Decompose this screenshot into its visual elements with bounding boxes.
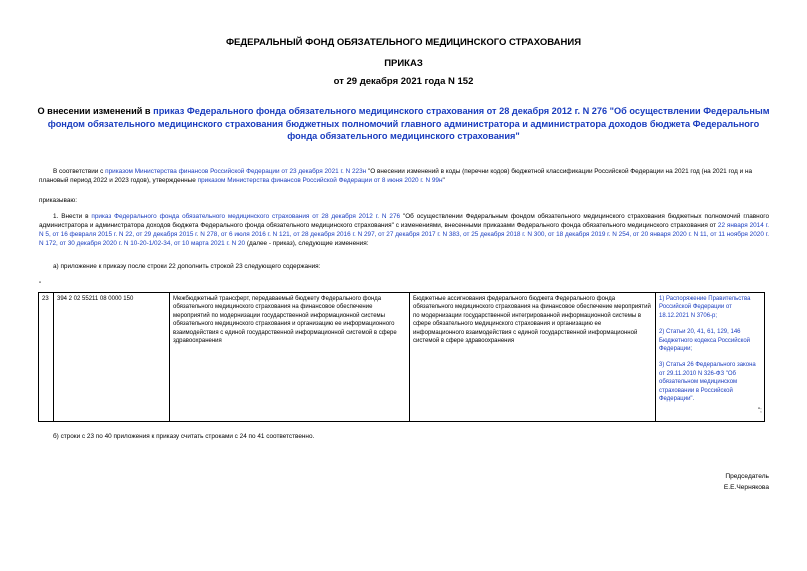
cell-budget-code: 394 2 02 55211 08 0000 150 [54, 293, 170, 422]
cell-legal-basis [656, 293, 765, 422]
item1-text-1: 1. Внести в [53, 213, 92, 220]
item1-link-amendments[interactable]: 22 января 2014 г. N 5, от 16 февраля 2015 г. N 22, от 29 декабря 2015 г. N 278, от 6 июля 2016 г. N 121, от 28 декабря 2016 г. N 297, от 27 декабря 2017 г. N 383, от 25 декабря 2018 г. N 300, от 18 декабря 2019 г. N 254, от 20 января 2020 г. N 11, от 11 ноября 2020 г. N 172, от 30 декабря 2020 г. N 10-20-1/02-34, от 10 марта 2021 г. N 20 [39, 222, 769, 247]
sub-item-a: а) приложение к приказу после строки 22 дополнить строкой 23 следующего содержания: [53, 263, 321, 270]
cell-description: Бюджетные ассигнования федерального бюджета Федерального фонда обязательного медицинского страхования на финансовое обеспечение мероприятий по модернизации государственной интегрированной информационной системы в сфере обязательного медицинского страхования и организацию ее информационного взаимодействия с единой государственной информационной системой в сфере здравоохранения [410, 293, 656, 422]
quote-open-mark: " [39, 282, 42, 288]
table-row [39, 293, 765, 422]
preamble-link-minfin-99n[interactable]: приказом Министерства финансов Российской Федерации от 8 июня 2020 г. N 99н [197, 177, 443, 184]
item1-link-order-276[interactable]: приказ Федерального фонда обязательного медицинского страхования от 28 декабря 2012 г. N 276 [91, 213, 401, 220]
item-1-paragraph [39, 212, 769, 248]
document-title [36, 105, 771, 143]
basis-link-1[interactable]: 1) Распоряжение Правительства Российской Федерации от 18.12.2021 N 3706-р; [659, 296, 751, 319]
preamble-text-2: "О внесении изменений в коды (перечни кодов) бюджетной классификации Российской Федерации на 2021 год (на 2021 год и на плановый период 2022 и 2023 годов), утвержденные [39, 168, 753, 184]
item1-text-2: "Об осуществлении Федеральным фондом обязательного медицинского страхования бюджетных полномочий главного администратора и администратора доходов бюджета Федерального фонда обязательного медицинского страхования" с изменениями, внесенными приказами Федерального фонда обязательного медицинского страхования от [39, 213, 770, 229]
preamble-text-1: В соответствии с [53, 168, 106, 175]
title-link[interactable]: приказ Федерального фонда обязательного медицинского страхования от 28 декабря 2012 г. N 276 "Об осуществлении Федеральным фондом обязательного медицинского страхования бюджетных полномочий главного администратора и администратора доходов бюджета Федерального фонда обязательного медицинского страхования" [47, 106, 770, 141]
preamble-text-3: " [442, 177, 445, 184]
basis-link-3[interactable]: 3) Статья 26 Федерального закона от 29.11.2010 N 326-ФЗ "Об обязательном медицинском страховании в Российской Федерации". [659, 362, 756, 403]
basis-link-2[interactable]: 2) Статьи 20, 41, 61, 129, 146 Бюджетного кодекса Российской Федерации; [659, 329, 751, 353]
preamble-paragraph [39, 167, 769, 185]
signer-name: Е.Е.Чернякова [723, 484, 769, 491]
cell-income-name: Межбюджетный трансферт, передаваемый бюджету Федерального фонда обязательного медицинского страхования на финансовое обеспечение мероприятий по модернизации государственной информационной системы обязательного медицинского страхования и организацию ее информационного взаимодействия с единой государственной информационной системой в сфере здравоохранения [170, 293, 410, 422]
title-prefix: О внесении изменений в [37, 106, 154, 116]
preamble-link-minfin-223n[interactable]: приказом Министерства финансов Российской Федерации от 23 декабря 2021 г. N 223н [105, 168, 367, 175]
signer-position: Председатель [725, 473, 769, 480]
item1-text-3: (далее - приказ), следующие изменения: [245, 240, 369, 247]
sub-item-b: б) строки с 23 по 40 приложения к приказу считать строками с 24 по 41 соответственно. [53, 433, 315, 440]
org-name: ФЕДЕРАЛЬНЫЙ ФОНД ОБЯЗАТЕЛЬНОГО МЕДИЦИНСКОГО СТРАХОВАНИЯ [225, 37, 582, 48]
order-word: приказываю: [39, 197, 77, 204]
doc-date-number: от 29 декабря 2021 года N 152 [333, 76, 474, 87]
doc-type: ПРИКАЗ [384, 58, 423, 69]
cell-row-number: 23 [39, 293, 54, 422]
quote-close-mark: "; [758, 408, 762, 414]
amendment-table [38, 292, 765, 422]
